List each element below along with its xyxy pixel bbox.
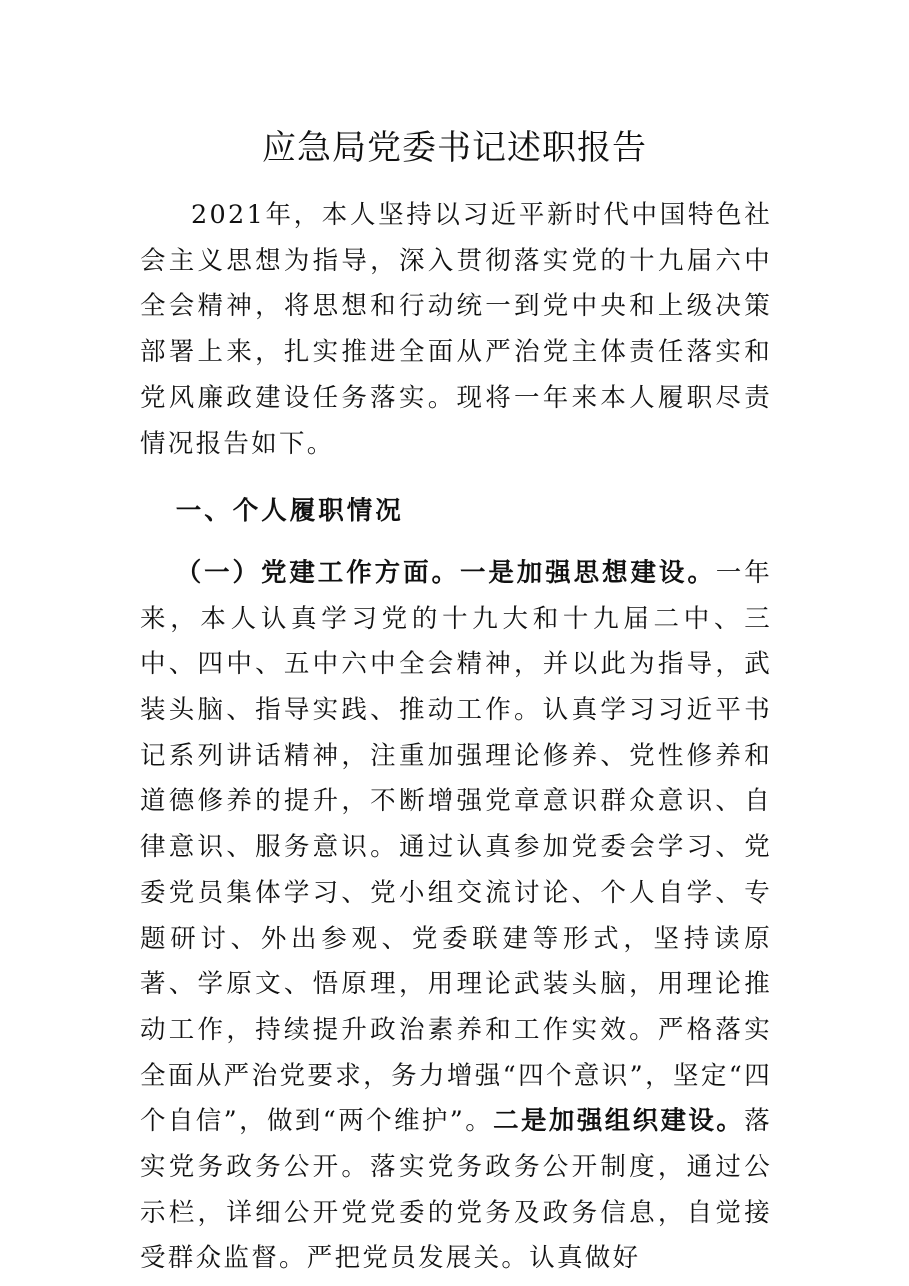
subsection-label: （一）党建工作方面。 xyxy=(175,557,460,588)
point-1-label: 一是加强思想建设。 xyxy=(459,557,716,588)
document-body xyxy=(140,193,772,1282)
point-1-text: 一年来，本人认真学习党的十九大和十九届二中、三中、四中、五中六中全会精神，并以此为指导，武装头脑、指导实践、推动工作。认真学习习近平书记系列讲话精神，注重加强理论修养、党性修养和道德修养的提升，不断增强党章意识群众意识、自律意识、服务意识。通过认真参加党委会学习、党委党员集体学习、党小组交流讨论、个人自学、专题研讨、外出参观、党委联建等形式，坚持读原著、学原文、悟原理，用理论武装头脑，用理论推动工作，持续提升政治素养和工作实效。严格落实全面从严治党要求，务力增强“四个意识”，坚定“四个自信”，做到“两个维护”。 xyxy=(140,557,772,1137)
intro-paragraph: 2021年，本人坚持以习近平新时代中国特色社会主义思想为指导，深入贯彻落实党的十九届六中全会精神，将思想和行动统一到党中央和上级决策部署上来，扎实推进全面从严治党主体责任落实和党风廉政建设任务落实。现将一年来本人履职尽责情况报告如下。 xyxy=(140,200,772,459)
document-title: 应急局党委书记述职报告 xyxy=(262,128,647,168)
point-2-text: 落实党务政务公开。落实党务政务公开制度，通过公示栏，详细公开党党委的党务及政务信息，自觉接受群众监督。严把党员发展关。认真做好 xyxy=(140,1106,773,1274)
subsection-paragraph-1 xyxy=(140,551,772,1282)
point-2-label: 二是加强组织建设。 xyxy=(493,1106,745,1137)
section-heading-1: 一、个人履职情况 xyxy=(175,496,404,527)
